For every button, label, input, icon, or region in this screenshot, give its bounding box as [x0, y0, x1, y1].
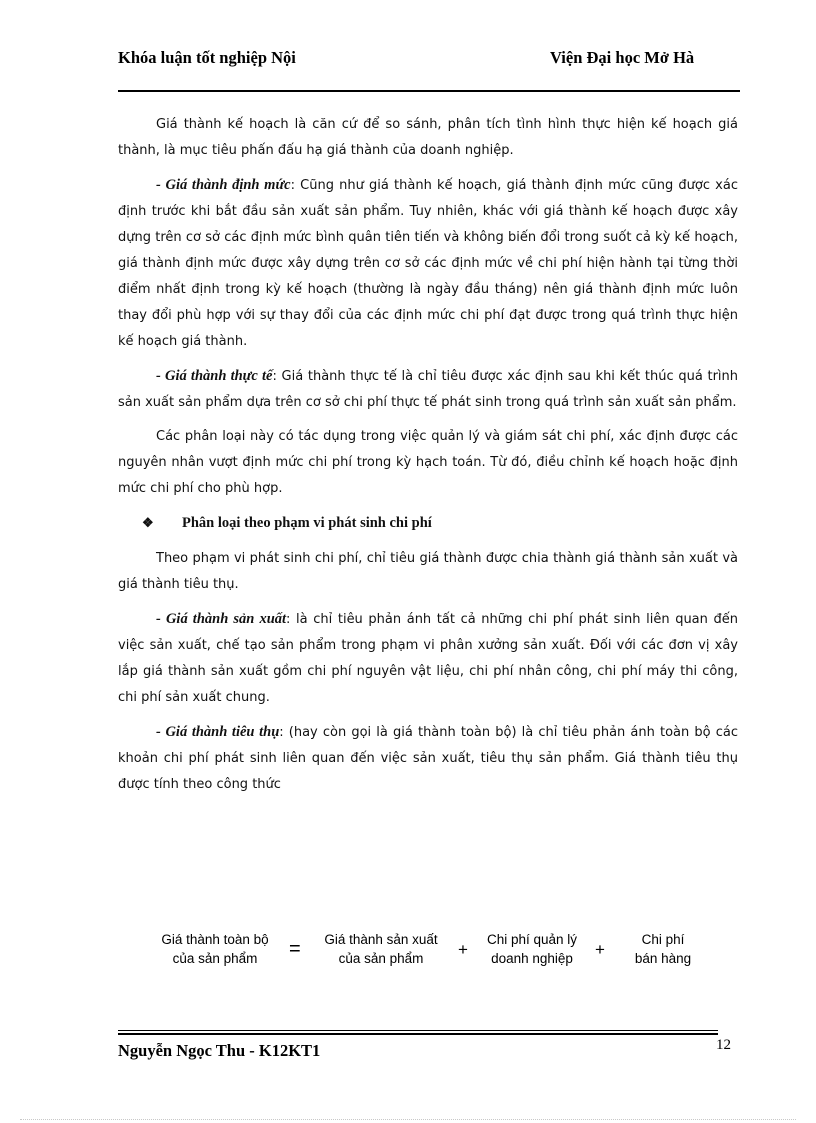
formula-term-admin-cost-line1: Chi phí quản lý: [486, 932, 578, 947]
footer-rule-thin: [118, 1030, 718, 1031]
formula-term-production-cost-line2: của sản phẩm: [338, 951, 424, 966]
page-bottom-dotted-border: [20, 1119, 796, 1120]
paragraph-3: [118, 363, 738, 416]
formula-plus-sign-2: +: [595, 940, 605, 959]
header-right: Viện Đại học Mở Hà: [550, 48, 695, 67]
formula-term-selling-cost-line2: bán hàng: [634, 951, 692, 966]
section-heading-text: Phân loại theo phạm vi phát sinh chi phí: [182, 515, 432, 531]
formula-term-total-cost-line1: Giá thành toàn bộ: [161, 932, 269, 947]
formula-term-selling-cost-line1: Chi phí: [641, 932, 685, 947]
formula-term-admin-cost-line2: doanh nghiệp: [491, 951, 573, 966]
formula-term-production-cost: [310, 930, 452, 968]
section-heading: [118, 510, 738, 536]
paragraph-1: [118, 112, 738, 164]
paragraph-2-text: : Cũng như giá thành kế hoạch, giá thành định mức cũng được xác định trước khi bắt đầu sản xuất sản phẩm. Tuy nhiên, khác với giá thành kế hoạch được xây dựng trên cơ sở các định mức bình quân tiên tiến và không biến đổi trong suốt cả kỳ kế hoạch, giá thành định mức được xây dựng trên cơ sở các định mức về chi phí hiện hành tại từng thời điểm nhất định trong kỳ kế hoạch (thường là ngày đầu tháng) nên giá thành định mức luôn thay đổi phù hợp với sự thay đổi của các định mức chi phí đạt được trong quá trình thực hiện kế hoạch giá thành.: [118, 178, 738, 349]
body-text: [118, 112, 738, 806]
paragraph-4-text: Các phân loại này có tác dụng trong việc quản lý và giám sát chi phí, xác định được các nguyên nhân vượt định mức chi phí trong kỳ hạch toán. Từ đó, điều chỉnh kế hoạch hoặc định mức chi phí cho phù hợp.: [118, 429, 738, 496]
formula-term-total-cost: [150, 930, 280, 968]
paragraph-6: [118, 606, 738, 711]
term-san-xuat: - Giá thành sản xuất: [156, 611, 287, 627]
term-dinh-muc: - Giá thành định mức: [156, 177, 291, 193]
formula-term-selling-cost: [614, 930, 712, 968]
paragraph-6-text: : là chỉ tiêu phản ánh tất cả những chi phí phát sinh liên quan đến việc sản xuất, chế tạo sản phẩm trong phạm vi phân xưởng sản xuất. Đối với các đơn vị xây lắp giá thành sản xuất gồm chi phí nguyên vật liệu, chi phí nhân công, chi phí máy thi công, chi phí sản xuất chung.: [118, 612, 738, 705]
page-number: 12: [716, 1037, 731, 1053]
paragraph-7: [118, 719, 738, 798]
header-left: Khóa luận tốt nghiệp Nội: [118, 48, 296, 67]
paragraph-2: [118, 172, 738, 355]
diamond-bullet-icon: ❖: [142, 515, 154, 530]
footer-author: Nguyễn Ngọc Thu - K12KT1: [118, 1041, 321, 1060]
formula-term-total-cost-line2: của sản phẩm: [172, 951, 258, 966]
paragraph-4: [118, 424, 738, 502]
paragraph-1-text: Giá thành kế hoạch là căn cứ để so sánh, phân tích tình hình thực hiện kế hoạch giá thành, là mục tiêu phấn đấu hạ giá thành của doanh nghiệp.: [118, 117, 738, 158]
paragraph-5: [118, 546, 738, 598]
paragraph-7-text: : (hay còn gọi là giá thành toàn bộ) là chỉ tiêu phản ánh toàn bộ các khoản chi phí phát sinh liên quan đến việc sản xuất, tiêu thụ sản phẩm. Giá thành tiêu thụ được tính theo công thức: [118, 725, 738, 792]
cost-formula: [150, 930, 710, 974]
formula-equals-sign: =: [289, 938, 301, 960]
term-thuc-te: - Giá thành thực tế: [156, 368, 273, 384]
formula-term-production-cost-line1: Giá thành sản xuất: [324, 932, 438, 947]
header-rule: [118, 90, 740, 92]
paragraph-5-text: Theo phạm vi phát sinh chi phí, chỉ tiêu giá thành được chia thành giá thành sản xuất và giá thành tiêu thụ.: [118, 551, 738, 592]
paragraph-3-text: : Giá thành thực tế là chỉ tiêu được xác định sau khi kết thúc quá trình sản xuất sản phẩm dựa trên cơ sở chi phí thực tế phát sinh trong quá trình sản xuất sản phẩm.: [118, 369, 738, 410]
formula-term-admin-cost: [472, 930, 592, 968]
formula-plus-sign-1: +: [458, 940, 468, 959]
term-tieu-thu: - Giá thành tiêu thụ: [156, 724, 280, 740]
footer-rule-thick: [118, 1033, 718, 1035]
